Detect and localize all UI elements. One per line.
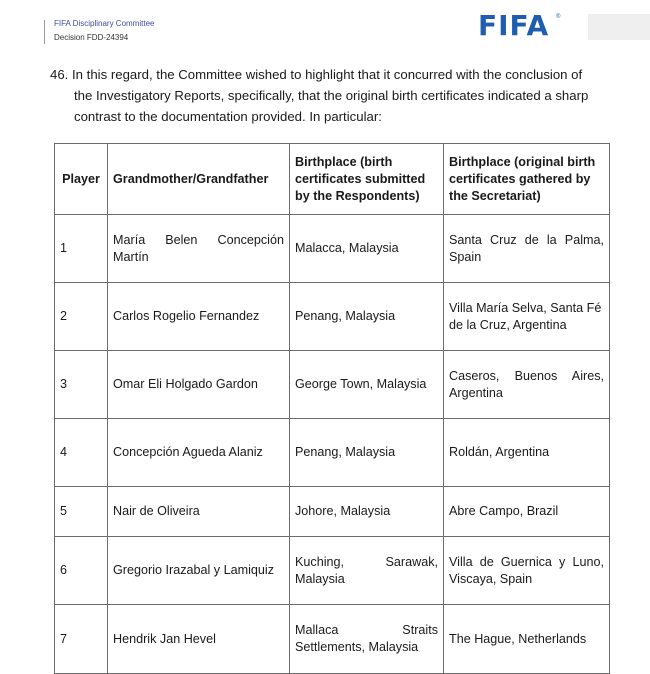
cell-birthplace-submitted: Kuching, Sarawak, Malaysia [290,537,444,605]
cell-birthplace-submitted: Penang, Malaysia [290,283,444,351]
paragraph-line: contrast to the documentation provided. In particular: [74,109,382,124]
table-row [55,537,610,605]
cell-birthplace-original: Villa María Selva, Santa Fé de la Cruz, Argentina [444,283,610,351]
cell-grandparent: Nair de Oliveira [108,487,290,537]
table-row [55,351,610,419]
cell-birthplace-submitted: George Town, Malaysia [290,351,444,419]
cell-player-number: 3 [55,351,108,419]
cell-player-number: 6 [55,537,108,605]
paragraph-line: 46. In this regard, the Committee wished to highlight that it concurred with the conclusion of [50,67,583,82]
fifa-logo: FIFA [478,9,550,42]
header-divider [44,20,45,44]
cell-birthplace-original: Caseros, Buenos Aires, Argentina [444,351,610,419]
header-player: Player [55,144,108,215]
cell-birthplace-submitted: Malacca, Malaysia [290,215,444,283]
cell-birthplace-original: Villa de Guernica y Luno, Viscaya, Spain [444,537,610,605]
header-decision-number: Decision FDD-24394 [54,33,129,42]
paragraph-line: the Investigatory Reports, specifically, that the original birth certificates indicated a sharp [74,88,589,103]
header-grandparent: Grandmother/Grandfather [108,144,290,215]
cell-player-number: 2 [55,283,108,351]
cell-birthplace-submitted: Mallaca Straits Settlements, Malaysia [290,605,444,674]
cell-player-number: 1 [55,215,108,283]
table-row [55,283,610,351]
header-birthplace-submitted: Birthplace (birth certificates submitted by the Respondents) [290,144,444,215]
cell-birthplace-submitted: Johore, Malaysia [290,487,444,537]
cell-grandparent: Carlos Rogelio Fernandez [108,283,290,351]
logo-trademark: ® [556,14,561,20]
table-row [55,487,610,537]
table-row [55,215,610,283]
cell-player-number: 7 [55,605,108,674]
cell-birthplace-submitted: Penang, Malaysia [290,419,444,487]
header-organization: FIFA Disciplinary Committee [54,19,155,28]
cell-player-number: 5 [55,487,108,537]
redacted-box [588,14,650,40]
cell-birthplace-original: Abre Campo, Brazil [444,487,610,537]
cell-grandparent: Gregorio Irazabal y Lamiquiz [108,537,290,605]
paragraph-46 [50,64,618,127]
table-row [55,419,610,487]
cell-grandparent: María Belen Concepción Martín [108,215,290,283]
table-header-row [55,144,610,215]
cell-grandparent: Hendrik Jan Hevel [108,605,290,674]
cell-grandparent: Concepción Agueda Alaniz [108,419,290,487]
cell-birthplace-original: Santa Cruz de la Palma, Spain [444,215,610,283]
cell-birthplace-original: Roldán, Argentina [444,419,610,487]
cell-birthplace-original: The Hague, Netherlands [444,605,610,674]
birthplace-comparison-table [54,143,610,674]
table-row [55,605,610,674]
cell-grandparent: Omar Eli Holgado Gardon [108,351,290,419]
header-birthplace-original: Birthplace (original birth certificates gathered by the Secretariat) [444,144,610,215]
cell-player-number: 4 [55,419,108,487]
